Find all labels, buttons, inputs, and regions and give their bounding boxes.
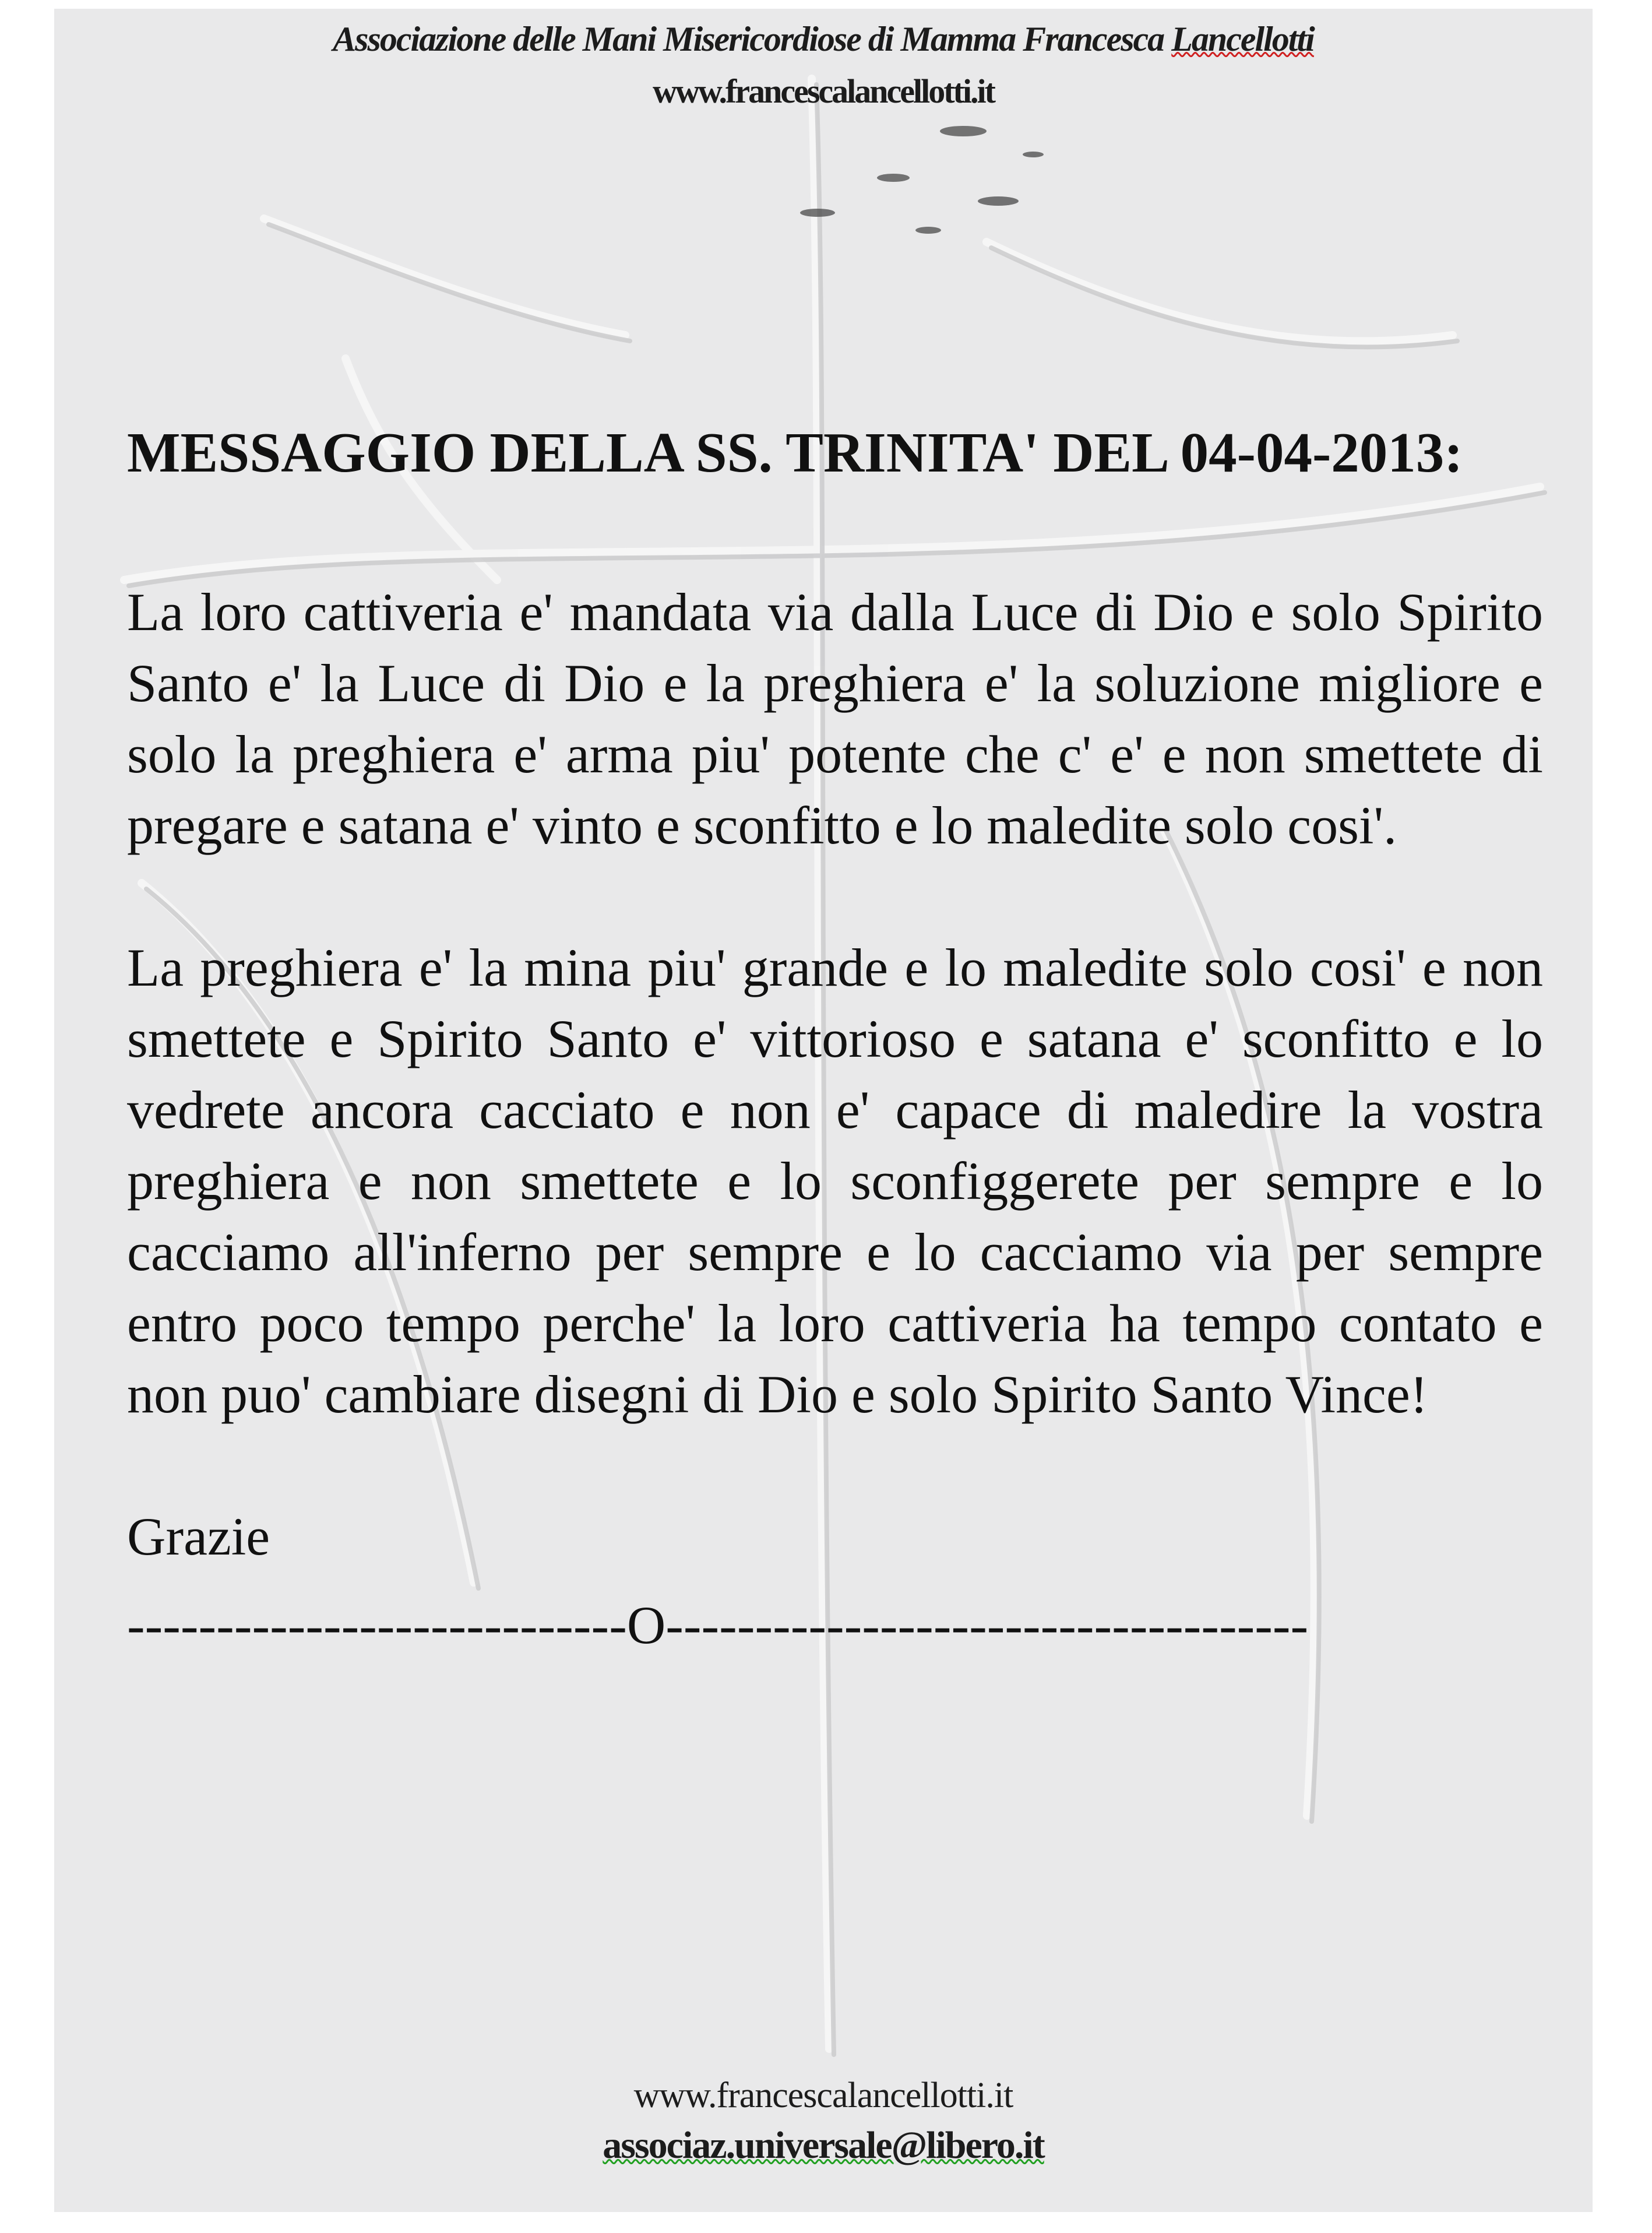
message-paragraph-1: La loro cattiveria e' mandata via dalla Luce di Dio e solo Spirito Santo e' la Luce di Dio e la preghiera e' la soluzione migliore e solo la preghiera e' arma piu' potente che c' e' e non smettete di pregare e satana e' vinto e sconfitto e lo maledite solo cosi'. [127, 582, 1543, 855]
association-name-prefix: Associazione delle Mani Misericordiose di Mamma Francesca [333, 20, 1172, 58]
association-name [54, 19, 1593, 59]
separator-line: ----------------------------O------------------------------------ [127, 1595, 1309, 1655]
document-page [54, 9, 1593, 2212]
message-body [127, 417, 1543, 1661]
footer-email-text: associaz.universale@libero.it [603, 2124, 1044, 2167]
header-website: www.francescalancellotti.it [653, 72, 994, 110]
footer-email [54, 2123, 1593, 2168]
association-name-lancellotti: Lancellotti [1171, 20, 1314, 58]
footer-website: www.francescalancellotti.it [633, 2076, 1013, 2115]
message-paragraph-2: La preghiera e' la mina piu' grande e lo maledite solo cosi' e non smettete e Spirito Santo e' vittorioso e satana e' sconfitto e lo vedrete ancora cacciato e non e' capace di maledire la vostra preghiera e non smettete e lo sconfiggerete per sempre e lo cacciamo all'inferno per sempre e lo cacciamo via per sempre entro poco tempo perche' la loro cattiveria ha tempo contato e non puo' cambiare disegni di Dio e solo Spirito Santo Vince! [127, 938, 1543, 1424]
message-title: MESSAGGIO DELLA SS. TRINITA' DEL 04-04-2013: [127, 421, 1463, 484]
closing-thanks: Grazie [127, 1507, 270, 1566]
